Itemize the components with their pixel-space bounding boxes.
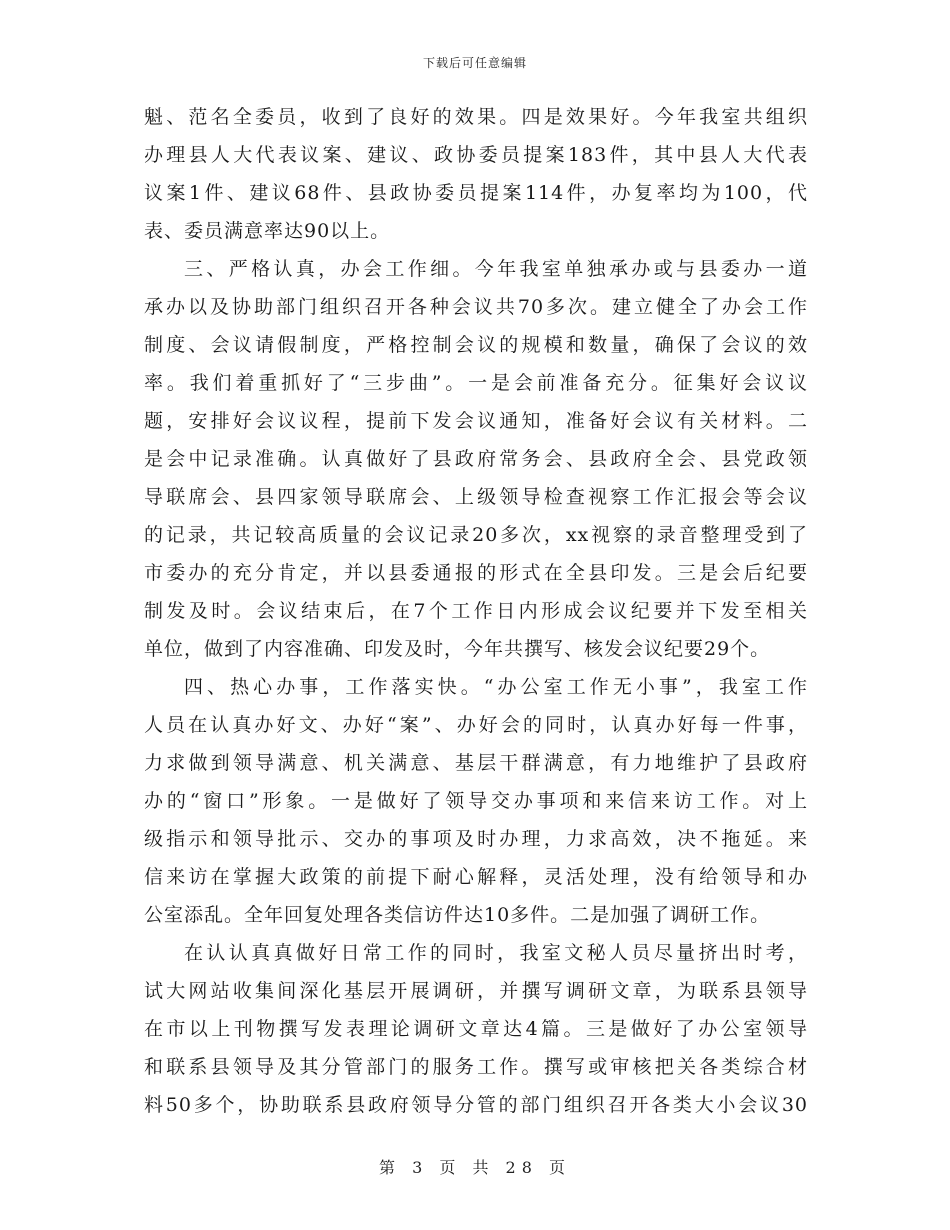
text-line: 市委办的充分肯定，并以县委通报的形式在全县印发。三是会后纪要: [144, 562, 808, 584]
text-line: 料50多个，协助联系县政府领导分管的部门组织召开各类大小会议30: [144, 1094, 808, 1116]
document-body: [144, 98, 808, 1124]
text-line: 试大网站收集间深化基层开展调研，并撰写调研文章，为联系县领导: [144, 980, 808, 1002]
page-header: 下载后可任意编辑: [422, 56, 527, 70]
text-line: 是会中记录准确。认真做好了县政府常务会、县政府全会、县党政领: [144, 448, 808, 470]
page-number: 第 3 页 共 28 页: [379, 1158, 571, 1177]
text-line: 信来访在掌握大政策的前提下耐心解释，灵活处理，没有给领导和办: [144, 866, 808, 888]
text-line: 率。我们着重抓好了“三步曲”。一是会前准备充分。征集好会议议: [144, 372, 808, 394]
text-line: 办理县人大代表议案、建议、政协委员提案183件，其中县人大代表: [144, 144, 808, 166]
text-line: 力求做到领导满意、机关满意、基层干群满意，有力地维护了县政府: [144, 752, 808, 774]
text-line: 制度、会议请假制度，严格控制会议的规模和数量，确保了会议的效: [144, 334, 808, 356]
text-line: 单位，做到了内容准确、印发及时，今年共撰写、核发会议纪要29个。: [144, 638, 771, 660]
text-line: 人员在认真办好文、办好“案”、办好会的同时，认真办好每一件事，: [144, 714, 808, 736]
text-line: 级指示和领导批示、交办的事项及时办理，力求高效，决不拖延。来: [144, 828, 808, 850]
text-line: 魁、范名全委员，收到了良好的效果。四是效果好。今年我室共组织: [144, 106, 808, 128]
text-line: 题，安排好会议议程，提前下发会议通知，准备好会议有关材料。二: [144, 410, 808, 432]
text-line: 制发及时。会议结束后，在7个工作日内形成会议纪要并下发至相关: [144, 600, 808, 622]
text-line: 在市以上刊物撰写发表理论调研文章达4篇。三是做好了办公室领导: [144, 1018, 808, 1040]
paragraph-heading-line: 四、热心办事，工作落实快。“办公室工作无小事”，我室工作: [184, 676, 808, 698]
text-line: 承办以及协助部门组织召开各种会议共70多次。建立健全了办会工作: [144, 296, 808, 318]
text-line: 办的“窗口”形象。一是做好了领导交办事项和来信来访工作。对上: [144, 790, 808, 812]
paragraph-heading-line: 三、严格认真，办会工作细。今年我室单独承办或与县委办一道: [184, 258, 808, 280]
text-line: 议案1件、建议68件、县政协委员提案114件，办复率均为100，代: [144, 182, 808, 204]
text-line: 导联席会、县四家领导联席会、上级领导检查视察工作汇报会等会议: [144, 486, 808, 508]
text-line: 和联系县领导及其分管部门的服务工作。撰写或审核把关各类综合材: [144, 1056, 808, 1078]
text-line: 公室添乱。全年回复处理各类信访件达10多件。二是加强了调研工作。: [144, 904, 771, 926]
paragraph-start-line: 在认认真真做好日常工作的同时，我室文秘人员尽量挤出时考，: [184, 942, 808, 964]
text-line: 的记录，共记较高质量的会议记录20多次，xx视察的录音整理受到了: [144, 524, 808, 546]
text-line: 表、委员满意率达90以上。: [144, 220, 391, 242]
